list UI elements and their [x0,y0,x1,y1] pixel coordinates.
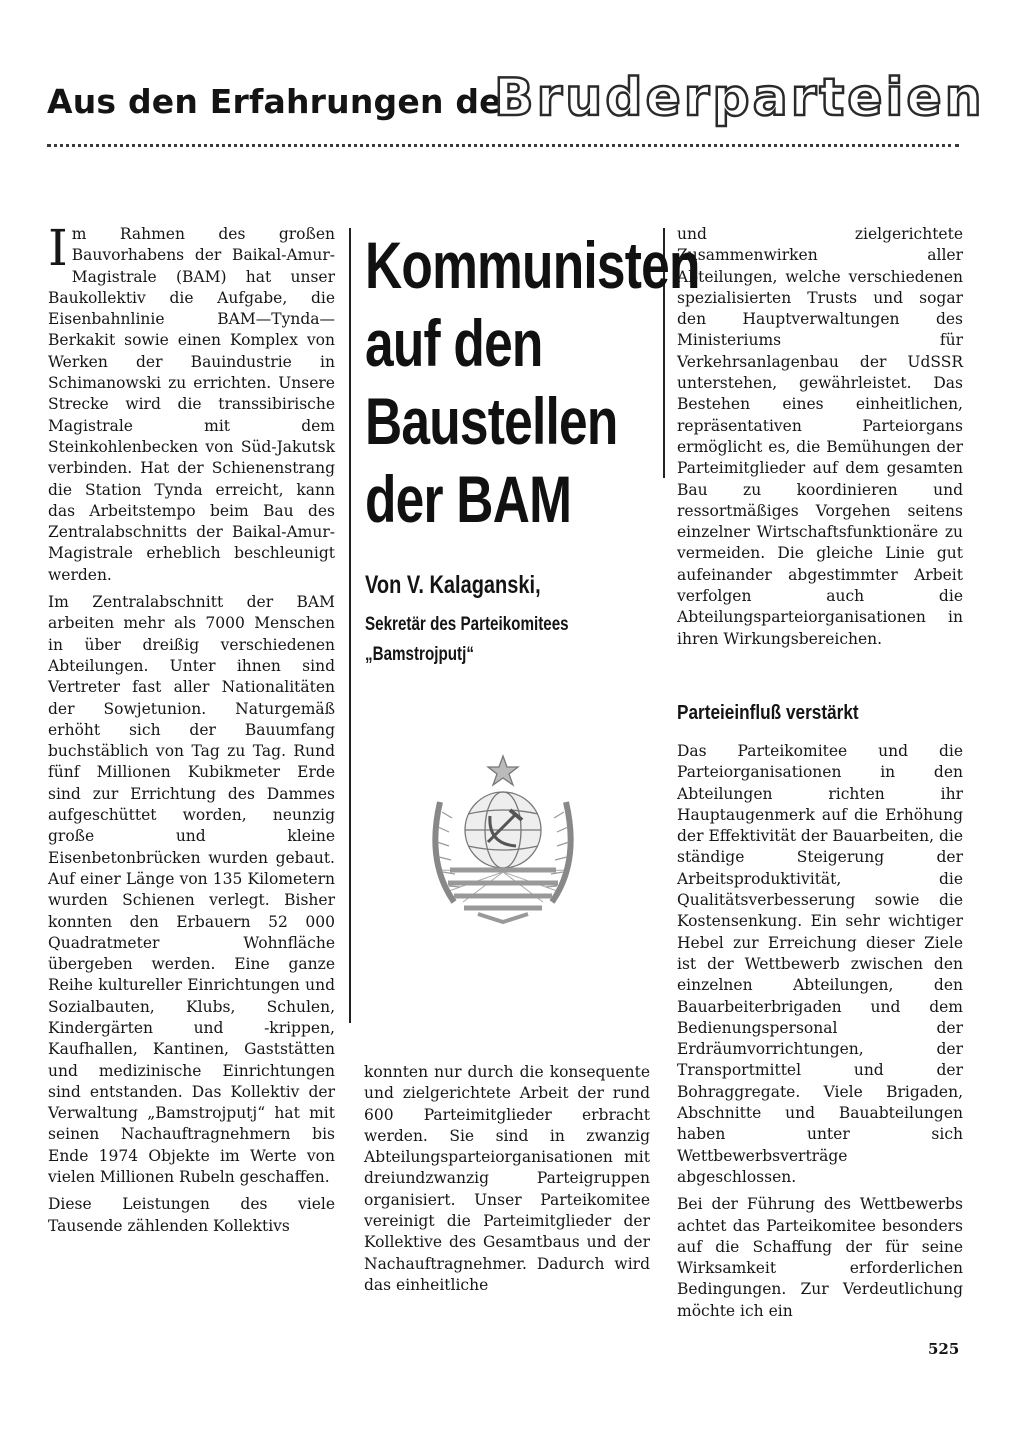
section-header-left: Aus den Erfahrungen der [47,82,519,121]
paragraph [48,219,335,586]
article-column-2 [364,1062,650,1302]
article-headline [365,226,700,538]
article-column-1 [48,219,335,1243]
headline-line: Kommunisten [365,228,700,302]
drop-cap: I [48,219,68,277]
paragraph: Im Zentralabschnitt der BAM arbeiten mehr als 7000 Menschen in über dreißig verschiedenen Abteilungen. Unter ihnen sind Vertreter fast aller Nationalitäten der Sowjetunion. Naturgemäß erhöht sich der Bauumfang buchstäblich von Tag zu Tag. Rund fünf Millionen Kubikmeter Erde sind zur Errichtung des Dammes aufgeschüttet worden, neunzig große und kleine Eisenbetonbrücken wurden gebaut. Auf einer Länge von 135 Kilometern wurden Schienen verlegt. Bisher konnten den Erbauern 52 000 Quadratmeter Wohnfläche übergeben werden. Eine ganze Reihe kultureller Einrichtungen und Sozialbauten, Klubs, Schulen, Kindergärten und -krippen, Kaufhallen, Kantinen, Gaststätten und medizinische Einrichtungen sind entstanden. Das Kollektiv der Verwaltung „Bamstrojputj“ hat mit seinen Nachauftragnehmern bis Ende 1974 Objekte im Werte von vielen Millionen Rubeln geschaffen. [48,593,335,1187]
headline-line: Baustellen [365,384,618,458]
column-divider [349,228,351,1023]
article-column-3-continued [677,741,963,1328]
author-role-line: „Bamstrojputj“ [365,644,474,665]
byline: Von V. Kalaganski, [365,571,541,599]
paragraph: Diese Leistungen des viele Tausende zählenden Kollektivs [48,1195,335,1235]
headline-line: der BAM [365,462,572,536]
paragraph-text: m Rahmen des großen Bauvorhabens der Baikal-Amur-Magistrale (BAM) hat unser Baukollektiv die Aufgabe, die Eisenbahnlinie BAM—Tynda—Berkakit sowie einen Komplex von Werken der Bauindustrie in Schimanowski zu errichten. Unsere Strecke wird die transsibirische Magistrale mit dem Steinkohlenbecken von Süd-Jakutsk verbinden. Hat der Schienenstrang die Station Tynda erreicht, kann das Arbeitstempo beim Bau des Zentralabschnitts der Baikal-Amur-Magistrale erheblich beschleunigt werden. [48,225,335,584]
paragraph: Das Parteikomitee und die Parteiorganisationen in den Abteilungen richten ihr Hauptaugenmerk auf die Erhöhung der Effektivität der Bauarbeiten, die ständige Steigerung der Arbeitsproduktivität, die Qualitätsverbesserung sowie die Kostensenkung. Ein sehr wichtiger Hebel zur Erreichung dieser Ziele ist der Wettbewerb zwischen den einzelnen Abteilungen, den Bauarbeiterbrigaden und dem Bedienungspersonal der Erdräumvorrichtungen, der Transportmittel und der Bohraggregate. Viele Brigaden, Abschnitte und Bauabteilungen haben unter sich Wettbewerbsverträge abgeschlossen. [677,742,963,1186]
headline-line: auf den [365,306,543,380]
page-number: 525 [928,1340,960,1358]
header-divider [47,144,959,147]
paragraph: und zielgerichtete Zusammenwirken aller Abteilungen, welche verschiedenen spezialisierten Trusts und sogar den Hauptverwaltungen des Ministeriums für Verkehrsanlagenbau der UdSSR unterstehen, gewährleistet. Das Bestehen eines einheitlichen, repräsentativen Parteiorgans ermöglicht es, die Bemühungen der Parteimitglieder auf dem gesamten Bau zu koordinieren und ressortmäßiges Vorgehen seitens einzelner Wirtschaftsfunktionäre zu vermeiden. Die gleiche Linie gut aufeinander abgestimmter Arbeit verfolgen auch die Abteilungsparteiorganisationen in ihren Wirkungsbereichen. [677,225,963,648]
paragraph: Bei der Führung des Wettbewerbs achtet das Parteikomitee besonders auf die Schaffung der für seine Wirksamkeit erforderlichen Bedingungen. Zur Verdeutlichung möchte ich ein [677,1195,963,1320]
soviet-state-emblem-icon [418,752,588,924]
article-column-3 [677,224,963,656]
paragraph: konnten nur durch die konsequente und zielgerichtete Arbeit der rund 600 Parteimitglieder erbracht werden. Sie sind in zwanzig Abteilungsparteiorganisationen mit dreiundzwanzig Parteigruppen organisiert. Unser Parteikomitee vereinigt die Parteimitglieder der Kollektive des Gesamtbaus und der Nachauftragnehmer. Dadurch wird das einheitliche [364,1063,650,1294]
author-role-line: Sekretär des Parteikomitees [365,614,569,635]
author-role [365,610,569,670]
section-header-right: Bruderparteien [494,68,985,128]
subheading: Parteieinfluß verstärkt [677,702,859,724]
